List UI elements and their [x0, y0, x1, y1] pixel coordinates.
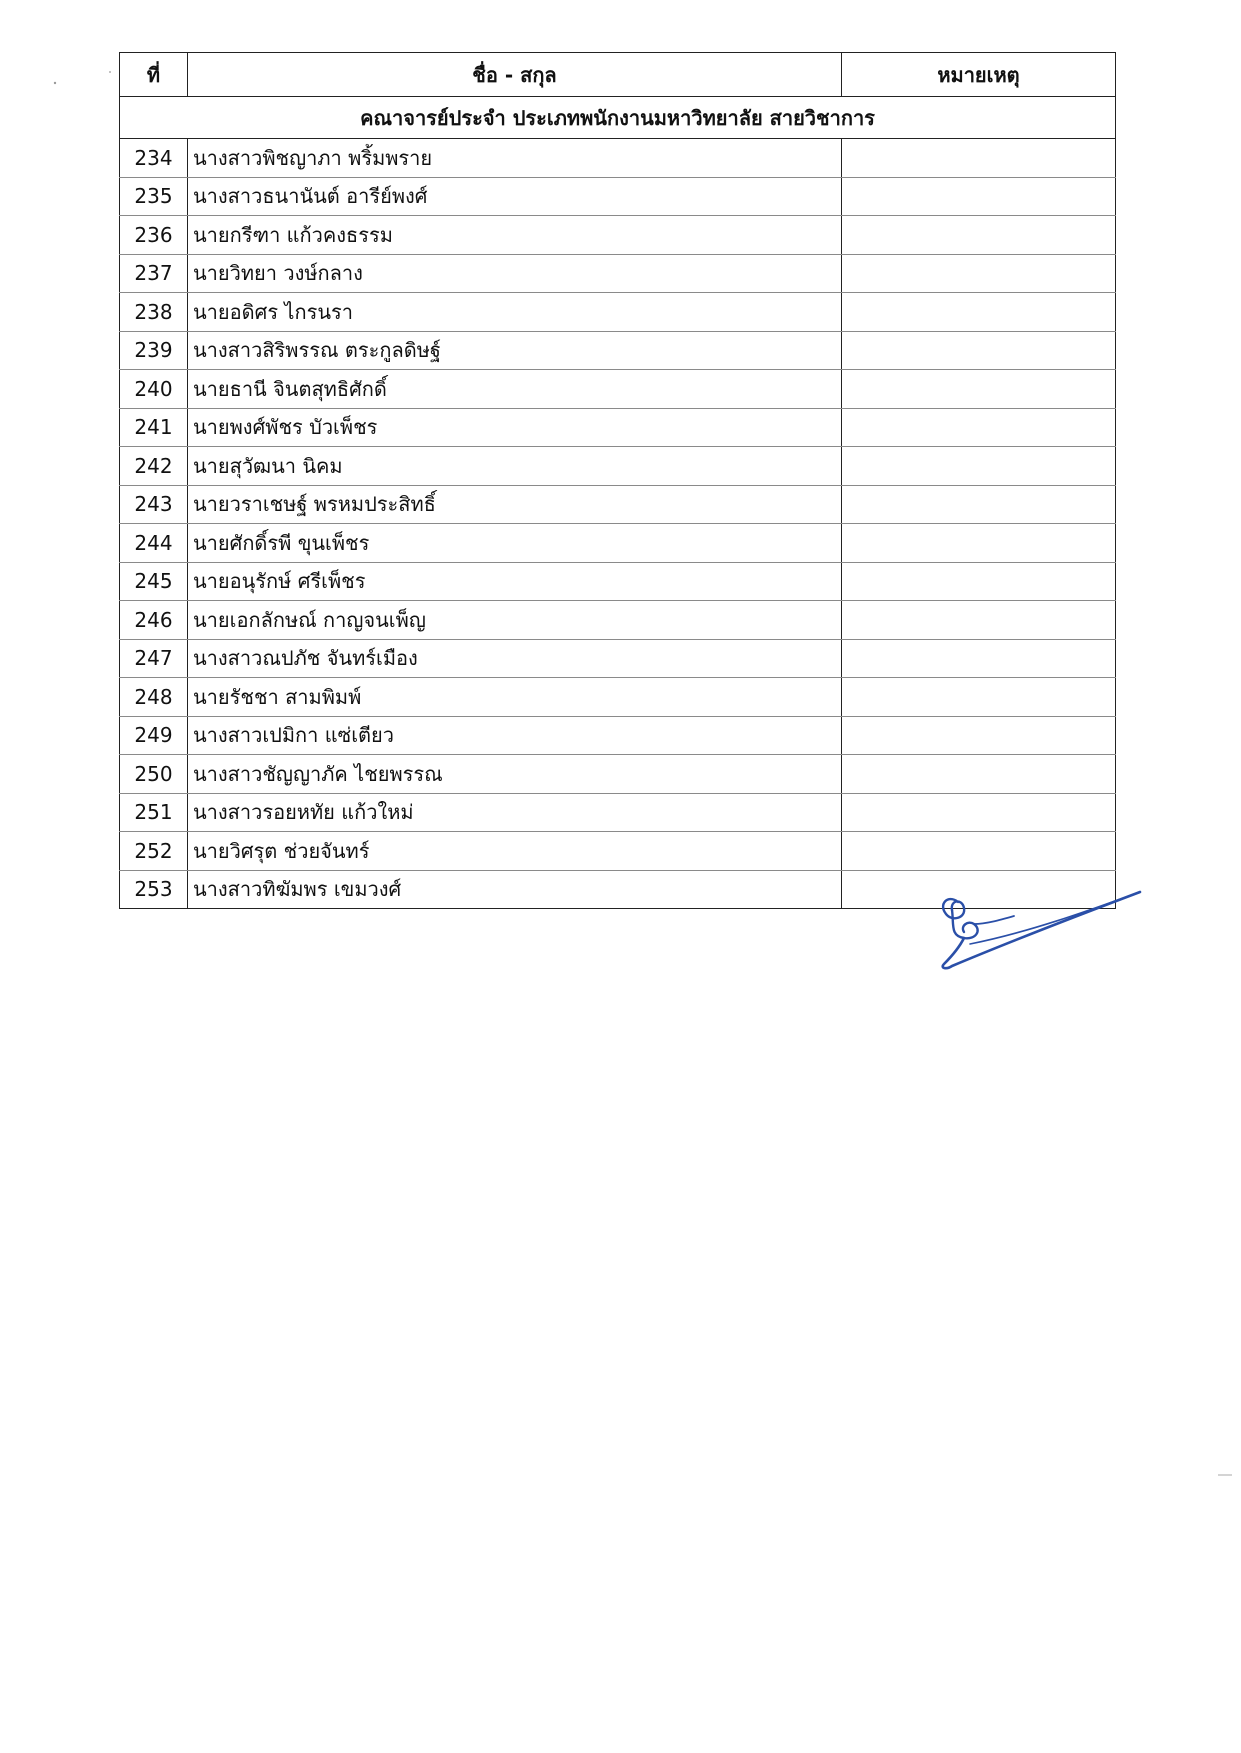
- row-number: 249: [120, 716, 188, 755]
- row-name: นายรัชชา สามพิมพ์: [188, 678, 842, 717]
- section-title: คณาจารย์ประจำ ประเภทพนักงานมหาวิทยาลัย สายวิชาการ: [120, 97, 1116, 139]
- row-number: 247: [120, 639, 188, 678]
- row-name: นายกรีฑา แก้วคงธรรม: [188, 216, 842, 255]
- table-row: [120, 716, 1116, 755]
- row-number: 237: [120, 254, 188, 293]
- table-row: [120, 254, 1116, 293]
- row-number: 248: [120, 678, 188, 717]
- row-number: 253: [120, 870, 188, 909]
- row-remark: [842, 485, 1116, 524]
- row-name: นายวราเชษฐ์ พรหมประสิทธิ์: [188, 485, 842, 524]
- row-name: นายอดิศร ไกรนรา: [188, 293, 842, 332]
- row-name: นายศักดิ์รพี ขุนเพ็ชร: [188, 524, 842, 563]
- row-remark: [842, 408, 1116, 447]
- row-name: นางสาวเปมิกา แซ่เตียว: [188, 716, 842, 755]
- row-remark: [842, 293, 1116, 332]
- table-row: [120, 293, 1116, 332]
- row-remark: [842, 370, 1116, 409]
- row-remark: [842, 716, 1116, 755]
- table-row: [120, 562, 1116, 601]
- row-name: นายธานี จินตสุทธิศักดิ์: [188, 370, 842, 409]
- row-remark: [842, 139, 1116, 178]
- row-number: 238: [120, 293, 188, 332]
- row-name: นางสาวทิฆัมพร เขมวงศ์: [188, 870, 842, 909]
- row-number: 244: [120, 524, 188, 563]
- table-row: [120, 678, 1116, 717]
- row-remark: [842, 216, 1116, 255]
- table-row: [120, 177, 1116, 216]
- table-row: [120, 331, 1116, 370]
- table-header: [120, 53, 1116, 97]
- table-body: [120, 97, 1116, 909]
- table-row: [120, 485, 1116, 524]
- row-remark: [842, 755, 1116, 794]
- row-name: นายอนุรักษ์ ศรีเพ็ชร: [188, 562, 842, 601]
- row-number: 239: [120, 331, 188, 370]
- row-remark: [842, 447, 1116, 486]
- row-number: 235: [120, 177, 188, 216]
- header-remark: หมายเหตุ: [842, 53, 1116, 97]
- table-row: [120, 524, 1116, 563]
- table-row: [120, 447, 1116, 486]
- row-number: 250: [120, 755, 188, 794]
- table-row: [120, 793, 1116, 832]
- row-number: 251: [120, 793, 188, 832]
- row-remark: [842, 524, 1116, 563]
- row-name: นางสาวธนานันต์ อารีย์พงศ์: [188, 177, 842, 216]
- row-remark: [842, 639, 1116, 678]
- row-name: นางสาวณปภัช จันทร์เมือง: [188, 639, 842, 678]
- row-number: 236: [120, 216, 188, 255]
- row-remark: [842, 601, 1116, 640]
- signature-mark: [930, 880, 1150, 1000]
- document-sheet: [119, 52, 1115, 909]
- row-remark: [842, 793, 1116, 832]
- row-remark: [842, 177, 1116, 216]
- table-row: [120, 370, 1116, 409]
- table-row: [120, 832, 1116, 871]
- header-name: ชื่อ - สกุล: [188, 53, 842, 97]
- table-row: [120, 755, 1116, 794]
- table-row: [120, 139, 1116, 178]
- row-remark: [842, 832, 1116, 871]
- row-name: นายพงศ์พัชร บัวเพ็ชร: [188, 408, 842, 447]
- row-remark: [842, 254, 1116, 293]
- table-row: [120, 639, 1116, 678]
- row-name: นางสาวชัญญาภัค ไชยพรรณ: [188, 755, 842, 794]
- row-number: 243: [120, 485, 188, 524]
- row-number: 234: [120, 139, 188, 178]
- table-row: [120, 601, 1116, 640]
- section-row: [120, 97, 1116, 139]
- row-number: 242: [120, 447, 188, 486]
- row-number: 246: [120, 601, 188, 640]
- row-remark: [842, 562, 1116, 601]
- row-number: 245: [120, 562, 188, 601]
- header-row: [120, 53, 1116, 97]
- row-name: นายวิศรุต ช่วยจันทร์: [188, 832, 842, 871]
- row-name: นายวิทยา วงษ์กลาง: [188, 254, 842, 293]
- row-name: นางสาวสิริพรรณ ตระกูลดิษฐ์: [188, 331, 842, 370]
- row-number: 241: [120, 408, 188, 447]
- row-number: 240: [120, 370, 188, 409]
- row-name: นายสุวัฒนา นิคม: [188, 447, 842, 486]
- row-remark: [842, 678, 1116, 717]
- row-name: นางสาวพิชญาภา พริ้มพราย: [188, 139, 842, 178]
- row-number: 252: [120, 832, 188, 871]
- roster-table: [119, 52, 1116, 909]
- row-name: นายเอกลักษณ์ กาญจนเพ็ญ: [188, 601, 842, 640]
- row-name: นางสาวรอยหทัย แก้วใหม่: [188, 793, 842, 832]
- row-remark: [842, 331, 1116, 370]
- table-row: [120, 216, 1116, 255]
- table-row: [120, 408, 1116, 447]
- header-number: ที่: [120, 53, 188, 97]
